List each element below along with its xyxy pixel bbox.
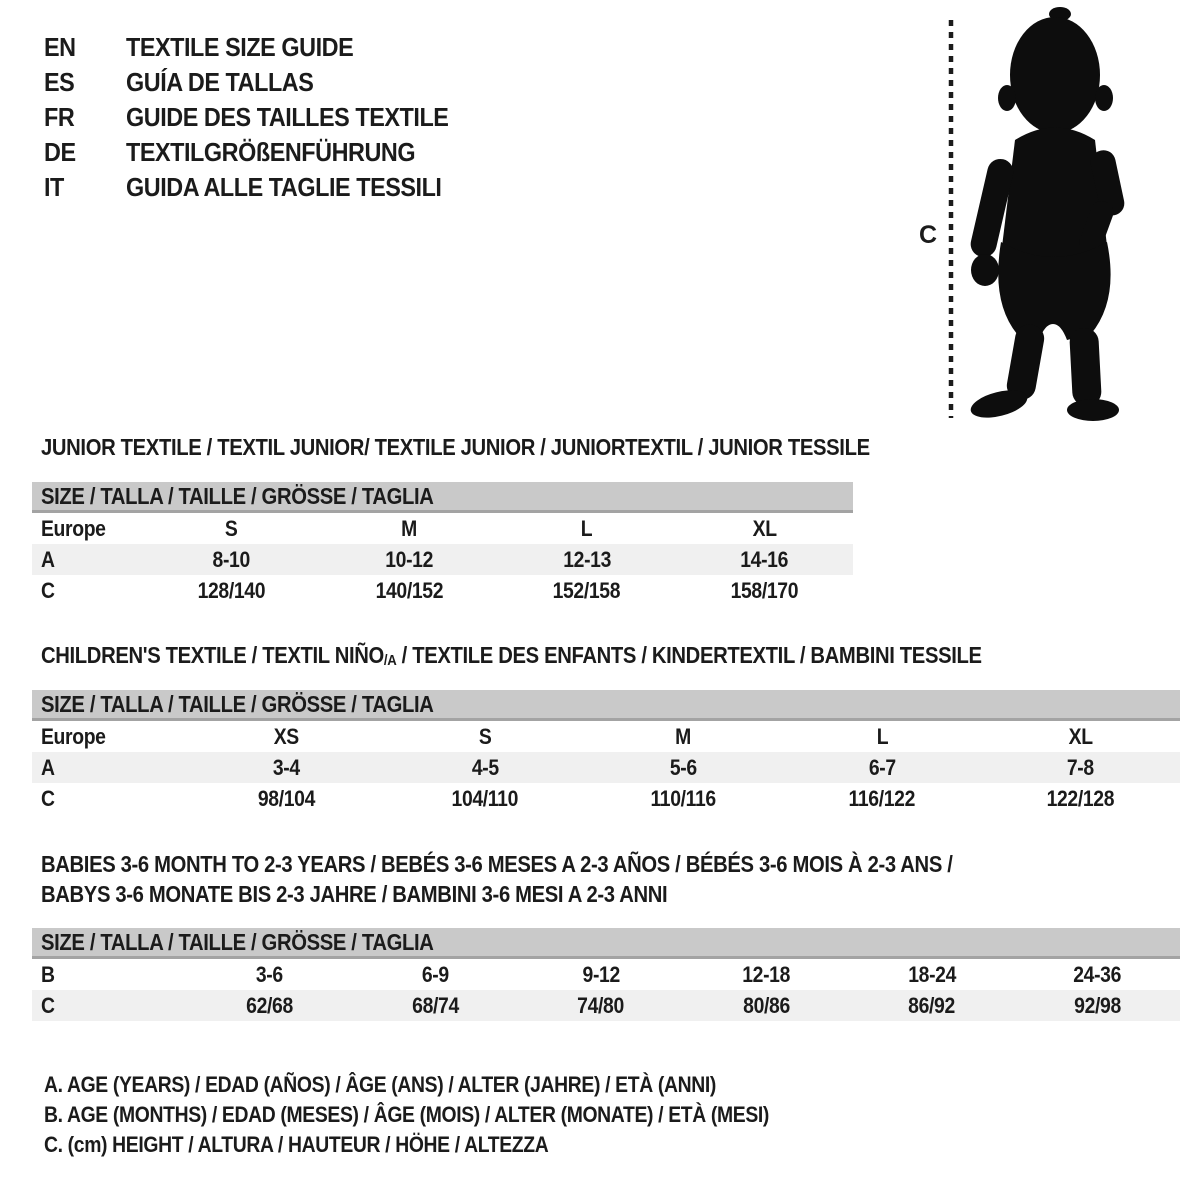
size-cell: XL bbox=[752, 515, 777, 541]
size-cell: 24-36 bbox=[1073, 961, 1122, 987]
lang-title: TEXTILE SIZE GUIDE bbox=[126, 32, 354, 62]
lang-row-de bbox=[44, 135, 484, 170]
size-cell: 9-12 bbox=[582, 961, 620, 987]
babies-size-table bbox=[32, 928, 1180, 1021]
size-cell: 62/68 bbox=[246, 992, 294, 1018]
row-label: C bbox=[41, 577, 55, 603]
table-row bbox=[32, 575, 853, 606]
lang-code: FR bbox=[44, 102, 75, 132]
size-cell: XL bbox=[1068, 723, 1093, 749]
table-row bbox=[32, 752, 1180, 783]
table-row bbox=[32, 513, 853, 544]
row-label: C bbox=[41, 992, 55, 1018]
size-cell: 10-12 bbox=[385, 546, 434, 572]
size-cell: 5-6 bbox=[669, 754, 697, 780]
size-cell: 8-10 bbox=[212, 546, 251, 572]
size-cell: 92/98 bbox=[1073, 992, 1121, 1018]
table-row bbox=[32, 783, 1180, 814]
size-cell: 140/152 bbox=[375, 577, 443, 603]
size-cell: M bbox=[401, 515, 418, 541]
table-row bbox=[32, 544, 853, 575]
size-cell: 12-18 bbox=[742, 961, 791, 987]
lang-title: GUIDA ALLE TAGLIE TESSILI bbox=[126, 172, 442, 202]
lang-row-es bbox=[44, 65, 484, 100]
language-title-list bbox=[44, 30, 484, 205]
junior-section-heading: JUNIOR TEXTILE / TEXTIL JUNIOR/ TEXTILE JUNIOR / JUNIORTEXTIL / JUNIOR TESSILE bbox=[41, 434, 870, 460]
height-measure-figure bbox=[915, 0, 1155, 430]
row-label: A bbox=[41, 754, 55, 780]
lang-code: DE bbox=[44, 137, 76, 167]
size-cell: S bbox=[478, 723, 492, 749]
size-header-label: SIZE / TALLA / TAILLE / GRÖSSE / TAGLIA bbox=[41, 928, 434, 955]
size-cell: 68/74 bbox=[411, 992, 459, 1018]
legend-line-c: C. (cm) HEIGHT / ALTURA / HAUTEUR / HÖHE / ALTEZZA bbox=[44, 1132, 549, 1157]
lang-row-it bbox=[44, 170, 484, 205]
lang-code: ES bbox=[44, 67, 75, 97]
babies-size-header bbox=[32, 928, 1180, 959]
size-cell: M bbox=[675, 723, 692, 749]
row-label: A bbox=[41, 546, 55, 572]
babies-heading-line1: BABIES 3-6 MONTH TO 2-3 YEARS / BEBÉS 3-6 MESES A 2-3 AÑOS / BÉBÉS 3-6 MOIS À 2-3 ANS / bbox=[41, 851, 953, 877]
children-size-header bbox=[32, 690, 1180, 721]
legend-line-a: A. AGE (YEARS) / EDAD (AÑOS) / ÂGE (ANS) / ALTER (JAHRE) / ETÀ (ANNI) bbox=[44, 1072, 716, 1097]
toddler-silhouette-icon bbox=[915, 0, 1155, 430]
size-cell: 74/80 bbox=[577, 992, 625, 1018]
lang-title: GUIDE DES TAILLES TEXTILE bbox=[126, 102, 449, 132]
size-cell: 12-13 bbox=[562, 546, 611, 572]
size-cell: 3-4 bbox=[272, 754, 300, 780]
height-measure-label: C bbox=[919, 221, 938, 249]
legend-line-b: B. AGE (MONTHS) / EDAD (MESES) / ÂGE (MOIS) / ALTER (MONATE) / ETÀ (MESI) bbox=[44, 1102, 770, 1127]
size-cell: 80/86 bbox=[742, 992, 790, 1018]
size-cell: 7-8 bbox=[1067, 754, 1095, 780]
table-row bbox=[32, 990, 1180, 1021]
lang-title: TEXTILGRÖßENFÜHRUNG bbox=[126, 137, 416, 167]
row-label: B bbox=[41, 961, 55, 987]
size-cell: 14-16 bbox=[740, 546, 789, 572]
children-heading-rest: / TEXTILE DES ENFANTS / KINDERTEXTIL / BAMBINI TESSILE bbox=[396, 642, 982, 668]
babies-heading-line2: BABYS 3-6 MONATE BIS 2-3 JAHRE / BAMBINI 3-6 MESI A 2-3 ANNI bbox=[41, 881, 668, 907]
children-size-table bbox=[32, 690, 1180, 814]
size-cell: 122/128 bbox=[1046, 785, 1115, 811]
row-label: Europe bbox=[41, 723, 106, 749]
size-cell: XS bbox=[273, 723, 299, 749]
size-cell: L bbox=[876, 723, 888, 749]
table-row bbox=[32, 959, 1180, 990]
row-label: Europe bbox=[41, 515, 106, 541]
size-cell: 3-6 bbox=[256, 961, 284, 987]
lang-code: EN bbox=[44, 32, 76, 62]
table-row bbox=[32, 721, 1180, 752]
size-cell: 158/170 bbox=[730, 577, 798, 603]
size-cell: 116/122 bbox=[848, 785, 916, 811]
toddler-silhouette-shape bbox=[968, 7, 1127, 423]
size-cell: 18-24 bbox=[907, 961, 956, 987]
size-cell: 98/104 bbox=[257, 785, 315, 811]
lang-row-en bbox=[44, 30, 484, 65]
size-header-label: SIZE / TALLA / TAILLE / GRÖSSE / TAGLIA bbox=[41, 482, 434, 509]
lang-title: GUÍA DE TALLAS bbox=[126, 67, 314, 97]
size-cell: 6-9 bbox=[421, 961, 449, 987]
junior-size-table bbox=[32, 482, 853, 606]
row-label: C bbox=[41, 785, 55, 811]
size-cell: 128/140 bbox=[197, 577, 266, 603]
size-cell: 6-7 bbox=[868, 754, 896, 780]
babies-section-heading bbox=[41, 849, 953, 909]
size-cell: S bbox=[225, 515, 238, 541]
size-header-label: SIZE / TALLA / TAILLE / GRÖSSE / TAGLIA bbox=[41, 690, 434, 717]
lang-row-fr bbox=[44, 100, 484, 135]
size-cell: 86/92 bbox=[908, 992, 956, 1018]
lang-code: IT bbox=[44, 172, 64, 202]
size-cell: L bbox=[580, 515, 593, 541]
size-cell: 4-5 bbox=[471, 754, 499, 780]
children-heading-main: CHILDREN'S TEXTILE / TEXTIL NIÑO bbox=[41, 642, 384, 668]
children-heading-small: /A bbox=[383, 652, 397, 669]
size-cell: 152/158 bbox=[552, 577, 621, 603]
size-cell: 104/110 bbox=[451, 785, 519, 811]
children-section-heading bbox=[41, 642, 982, 669]
measure-legend bbox=[44, 1070, 868, 1160]
size-cell: 110/116 bbox=[650, 785, 717, 811]
junior-size-header bbox=[32, 482, 853, 513]
